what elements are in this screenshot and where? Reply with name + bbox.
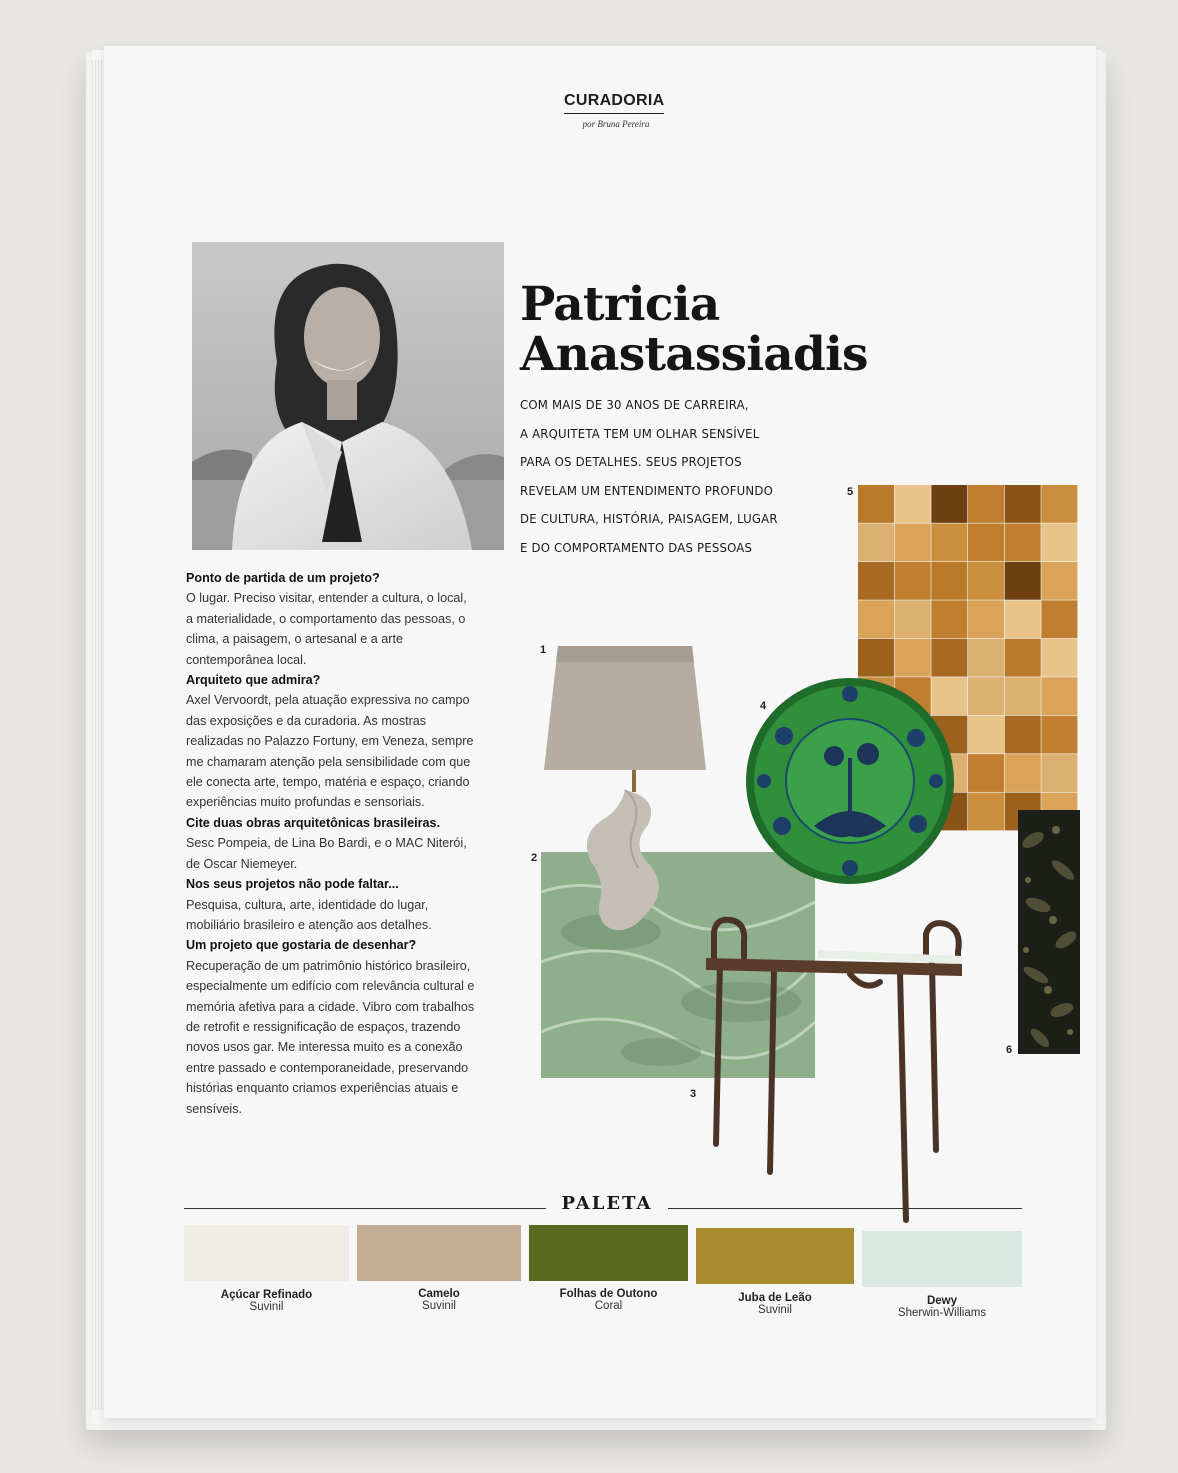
table-lamp: [540, 640, 710, 940]
horn-tile: [1041, 639, 1077, 677]
intro-line: REVELAM UM ENTENDIMENTO PROFUNDO: [520, 482, 773, 498]
horn-tile: [968, 600, 1004, 638]
horn-tile: [858, 485, 894, 523]
swatch-label: [184, 1289, 349, 1313]
horn-tile: [895, 562, 931, 600]
answer: O lugar. Preciso visitar, entender a cultura, o local, a materialidade, o comportamento das pessoas, o clima, a paisagem, o artesanal e a arte contemporânea local.: [186, 591, 467, 667]
item-number-3: 3: [690, 1088, 697, 1100]
horn-tile: [1005, 485, 1041, 523]
swatch-brand: Suvinil: [422, 1300, 456, 1312]
question: Ponto de partida de um projeto?: [186, 571, 380, 585]
horn-tile: [1005, 639, 1041, 677]
horn-tile: [1041, 677, 1077, 715]
horn-tile: [1041, 523, 1077, 561]
swatch-color: [862, 1231, 1022, 1287]
horn-tile: [1041, 485, 1077, 523]
horn-tile: [858, 600, 894, 638]
palette-rule-left: [184, 1208, 546, 1209]
name-line-1: Patricia: [520, 277, 720, 332]
horn-tile: [931, 485, 967, 523]
horn-tile: [895, 485, 931, 523]
profile-name: [520, 277, 868, 382]
profile-intro: [520, 391, 818, 562]
swatch-name: Açúcar Refinado: [220, 1289, 313, 1301]
horn-tile: [1005, 754, 1041, 792]
horn-tile: [858, 562, 894, 600]
horn-tile: [1041, 754, 1077, 792]
swatch-color: [357, 1225, 521, 1281]
horn-tile: [858, 639, 894, 677]
horn-tile: [968, 562, 1004, 600]
palette-title: PALETA: [561, 1193, 653, 1214]
item-number-4: 4: [760, 700, 767, 712]
side-table: [700, 912, 970, 1224]
horn-tile: [858, 523, 894, 561]
horn-tile: [1041, 600, 1077, 638]
swatch-label: [529, 1288, 688, 1312]
intro-line: E DO COMPORTAMENTO DAS PESSOAS: [520, 539, 753, 555]
item-number-2: 2: [531, 852, 538, 864]
intro-line: A ARQUITETA TEM UM OLHAR SENSÍVEL: [520, 425, 760, 441]
horn-tile: [1041, 562, 1077, 600]
item-number-5: 5: [847, 486, 854, 498]
interview-column: [186, 568, 476, 1119]
swatch-color: [696, 1228, 854, 1284]
page-edges: [92, 60, 104, 1410]
horn-tile: [1005, 562, 1041, 600]
palette-rule-right: [668, 1208, 1022, 1209]
green-plate: [744, 676, 956, 886]
horn-tile: [931, 639, 967, 677]
horn-tile: [931, 600, 967, 638]
horn-tile: [1041, 716, 1077, 754]
swatch-brand: Sherwin-Williams: [897, 1307, 987, 1319]
horn-tile: [1005, 716, 1041, 754]
swatch-label: [357, 1288, 521, 1312]
horn-tile: [1005, 600, 1041, 638]
name-line-2: Anastassiadis: [520, 327, 868, 382]
swatch-label: [696, 1292, 854, 1316]
horn-tile: [968, 639, 1004, 677]
intro-line: DE CULTURA, HISTÓRIA, PAISAGEM, LUGAR: [520, 511, 778, 526]
horn-tile: [895, 639, 931, 677]
swatch-brand: Coral: [594, 1300, 623, 1312]
section-title: CURADORIA: [564, 92, 664, 114]
horn-tile: [931, 562, 967, 600]
horn-tile: [968, 485, 1004, 523]
horn-tile: [968, 677, 1004, 715]
swatch-brand: Suvinil: [758, 1304, 792, 1316]
horn-tile: [1005, 677, 1041, 715]
question: Nos seus projetos não pode faltar...: [186, 877, 399, 892]
swatch-label: [862, 1295, 1022, 1319]
horn-tile: [895, 523, 931, 561]
question: Um projeto que gostaria de desenhar?: [186, 938, 417, 953]
horn-tile: [968, 793, 1004, 831]
portrait-photo: [192, 242, 504, 550]
horn-tile: [931, 523, 967, 561]
horn-tile: [895, 600, 931, 638]
horn-tile: [968, 716, 1004, 754]
byline: por Bruna Pereira: [582, 119, 650, 129]
item-number-1: 1: [540, 644, 547, 656]
swatch-name: Camelo: [418, 1288, 460, 1300]
swatch-name: Folhas de Outono: [559, 1288, 658, 1300]
intro-line: PARA OS DETALHES. SEUS PROJETOS: [520, 454, 742, 469]
question: Arquiteto que admira?: [186, 673, 321, 688]
answer: Pesquisa, cultura, arte, identidade do lugar, mobiliário brasileiro e atenção aos detalhes.: [186, 897, 432, 932]
horn-tile: [968, 523, 1004, 561]
item-number-6: 6: [1006, 1044, 1013, 1056]
swatch-name: Juba de Leão: [738, 1292, 812, 1304]
swatch-name: Dewy: [926, 1295, 958, 1307]
horn-tile: [968, 754, 1004, 792]
swatch-brand: Suvinil: [249, 1301, 284, 1313]
floral-fabric: [1018, 810, 1080, 1054]
horn-tile: [1005, 523, 1041, 561]
answer: Axel Vervoordt, pela atuação expressiva no campo das exposições e da curadoria. As mostras realizadas no Palazzo Fortuny, em Veneza, sempre me chamaram atenção pela sensibilidade com que ele conecta arte, tempo, matéria e espaço, criando experiências muito profundas e sensoriais.: [186, 693, 474, 810]
swatch-color: [184, 1225, 349, 1281]
answer: Recuperação de um patrimônio histórico brasileiro, especialmente um edifício com relevância cultural e memória afetiva para a cidade. Vibro com trabalhos de retrofit e ressignificação de espaços, trazendo novos usos gar. Me interessa muito es a conexão entre passado e contemporaneidade, preservando histórias enquanto criamos experiências atuais e sensíveis.: [186, 958, 475, 1116]
answer: Sesc Pompeia, de Lina Bo Bardi, e o MAC Niterói, de Oscar Niemeyer.: [186, 836, 467, 871]
intro-line: COM MAIS DE 30 ANOS DE CARREIRA,: [520, 397, 749, 412]
question: Cite duas obras arquitetônicas brasileiras.: [186, 815, 441, 830]
swatch-color: [529, 1225, 688, 1281]
